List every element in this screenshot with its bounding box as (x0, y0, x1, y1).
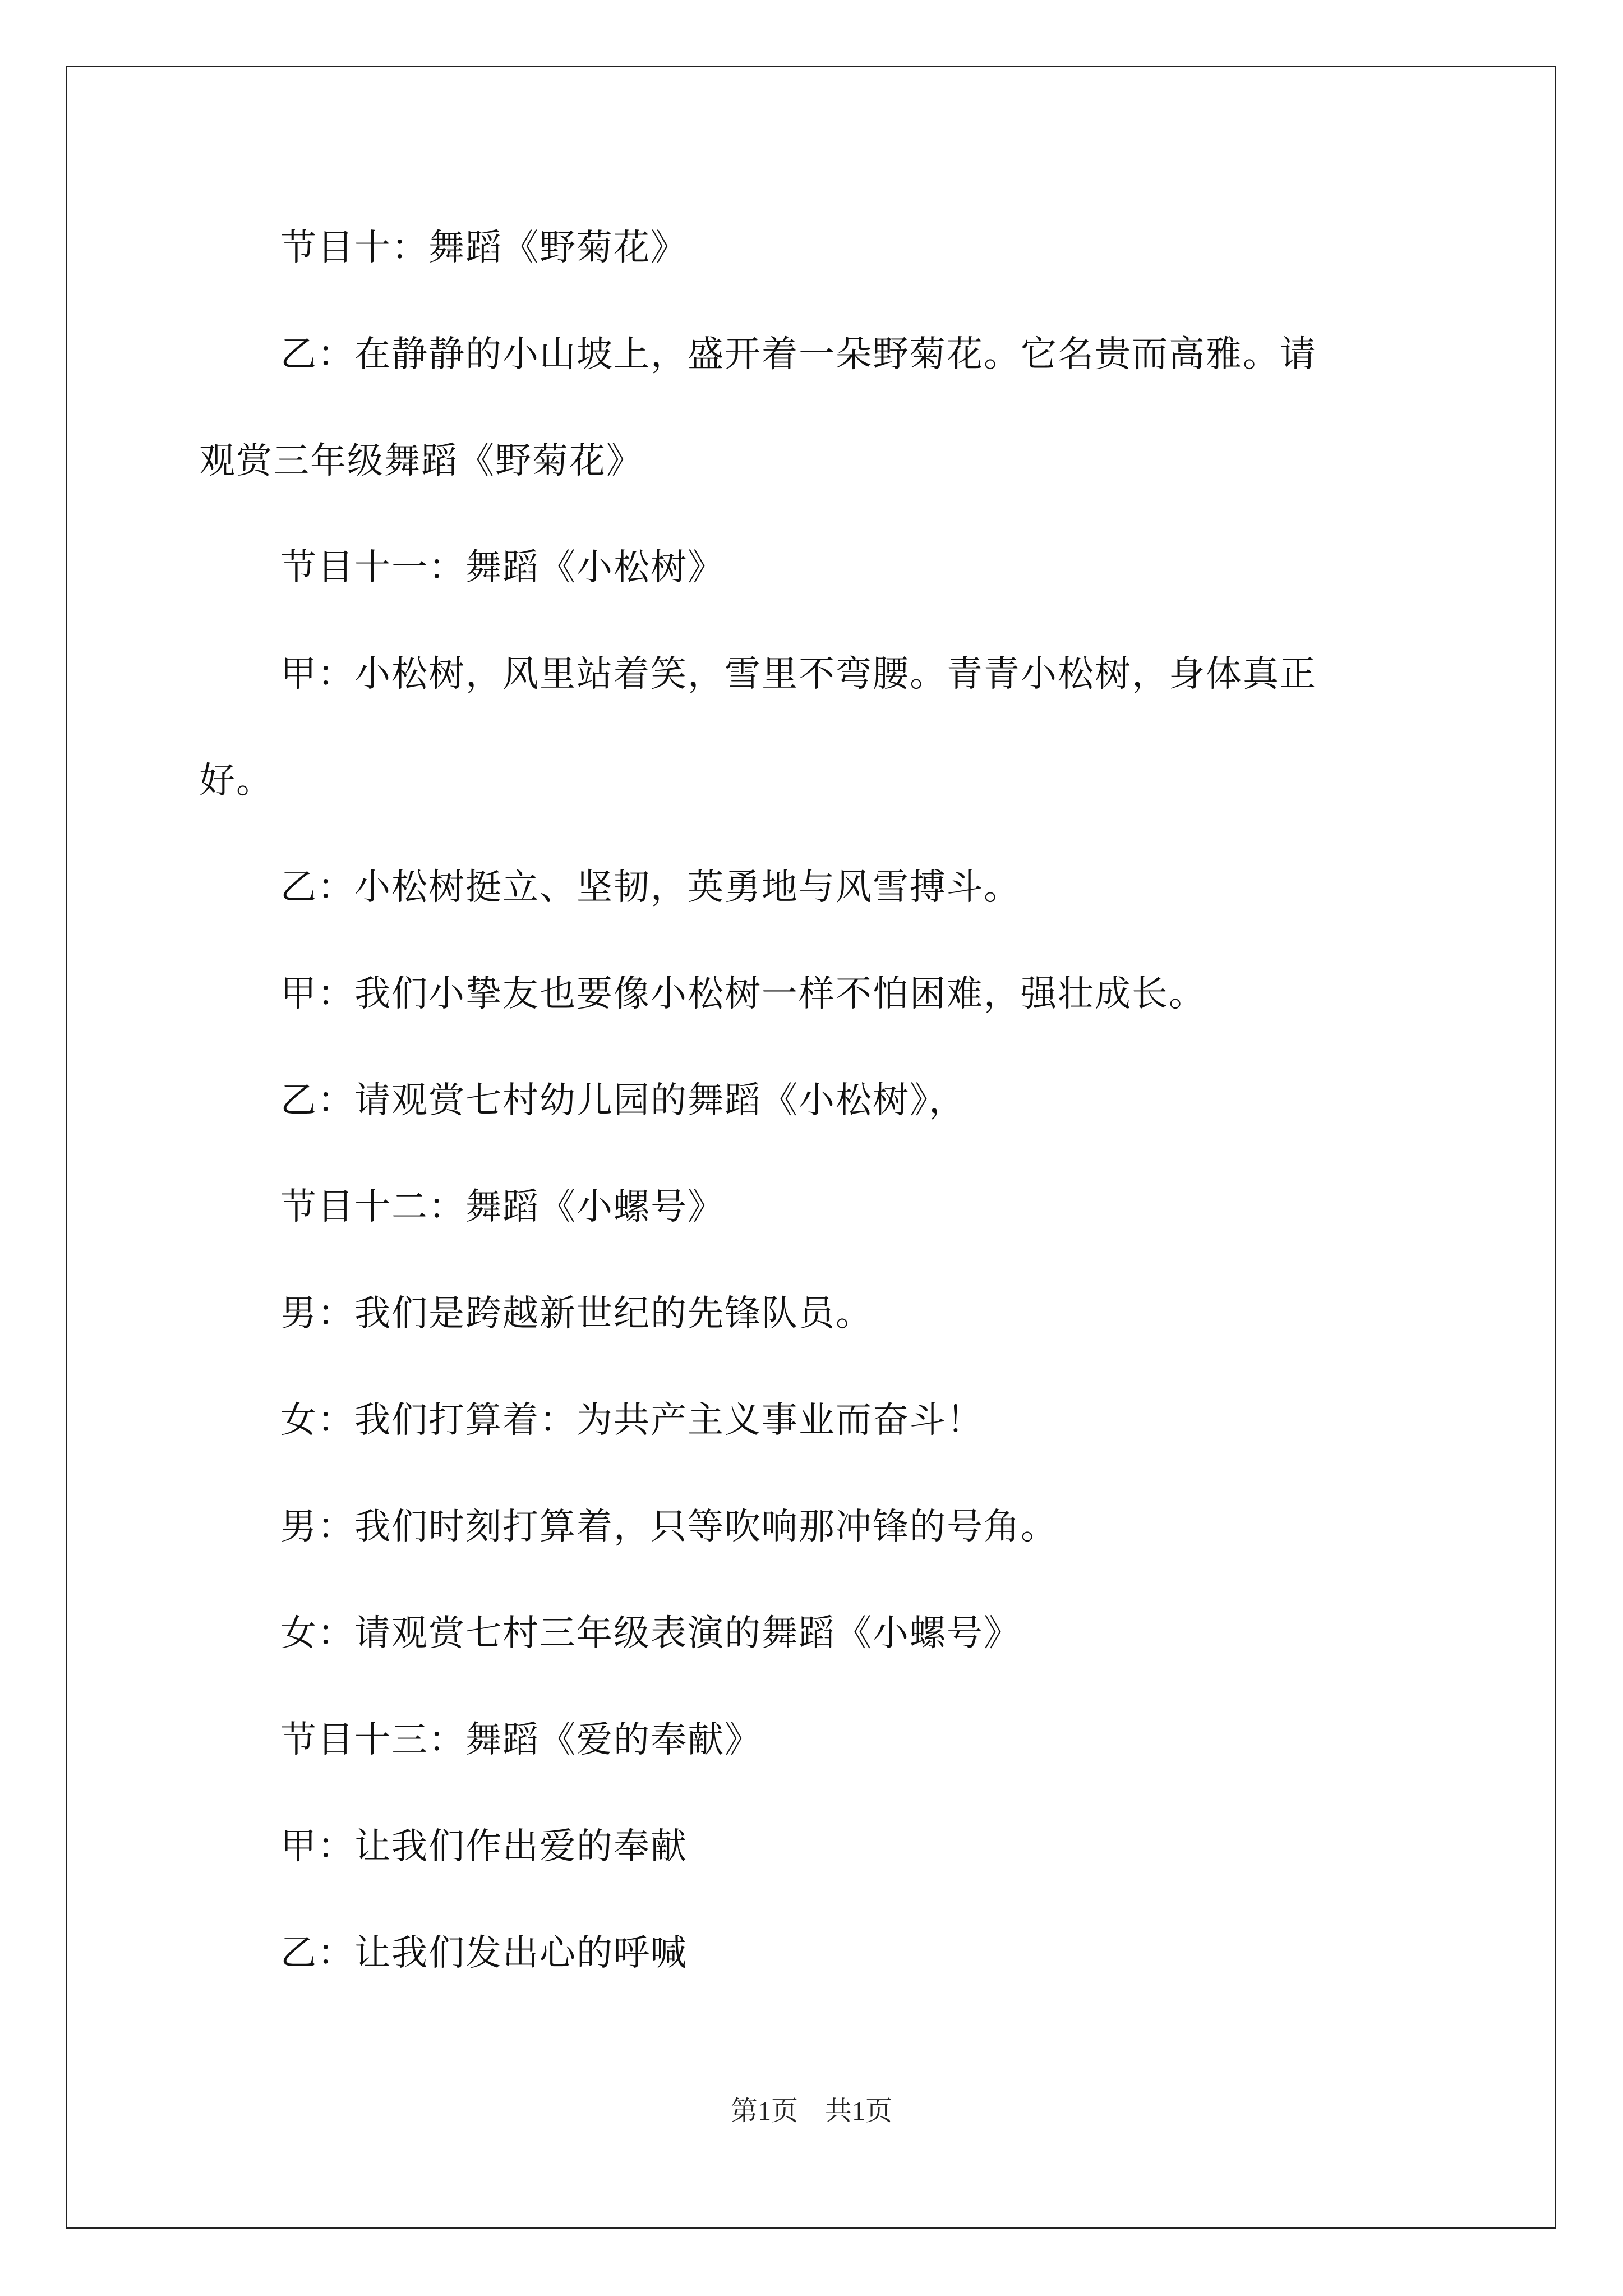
paragraph-line: 女：请观赏七村三年级表演的舞蹈《小螺号》 (280, 1613, 1021, 1654)
paragraph-line: 甲：让我们作出爱的奉献 (280, 1826, 688, 1867)
paragraph-line: 乙：小松树挺立、坚韧，英勇地与风雪搏斗。 (280, 867, 1021, 908)
paragraph-line: 乙：请观赏七村幼儿园的舞蹈《小松树》， (280, 1080, 966, 1121)
paragraph-line: 乙：在静静的小山坡上，盛开着一朵野菊花。它名贵而高雅。请 (280, 334, 1317, 375)
paragraph-line: 男：我们是跨越新世纪的先锋队员。 (280, 1293, 873, 1335)
program-12-heading: 节目十二：舞蹈《小螺号》 (280, 1186, 725, 1228)
page-footer: 第1页 共1页 (730, 2096, 892, 2126)
program-10-heading: 节目十：舞蹈《野菊花》 (280, 227, 688, 269)
paragraph-line: 观赏三年级舞蹈《野菊花》 (199, 440, 643, 482)
program-13-heading: 节目十三：舞蹈《爱的奉献》 (280, 1719, 762, 1761)
paragraph-line: 男：我们时刻打算着，只等吹响那冲锋的号角。 (280, 1506, 1058, 1548)
paragraph-line: 女：我们打算着：为共产主义事业而奋斗！ (280, 1400, 984, 1441)
paragraph-line: 好。 (199, 760, 273, 802)
program-11-heading: 节目十一：舞蹈《小松树》 (280, 547, 725, 588)
page-border (66, 66, 1556, 2229)
paragraph-line: 甲：小松树，风里站着笑，雪里不弯腰。青青小松树，身体真正 (280, 654, 1317, 695)
paragraph-line: 乙：让我们发出心的呼喊 (280, 1932, 688, 1974)
paragraph-line: 甲：我们小挚友也要像小松树一样不怕困难，强壮成长。 (280, 973, 1206, 1015)
